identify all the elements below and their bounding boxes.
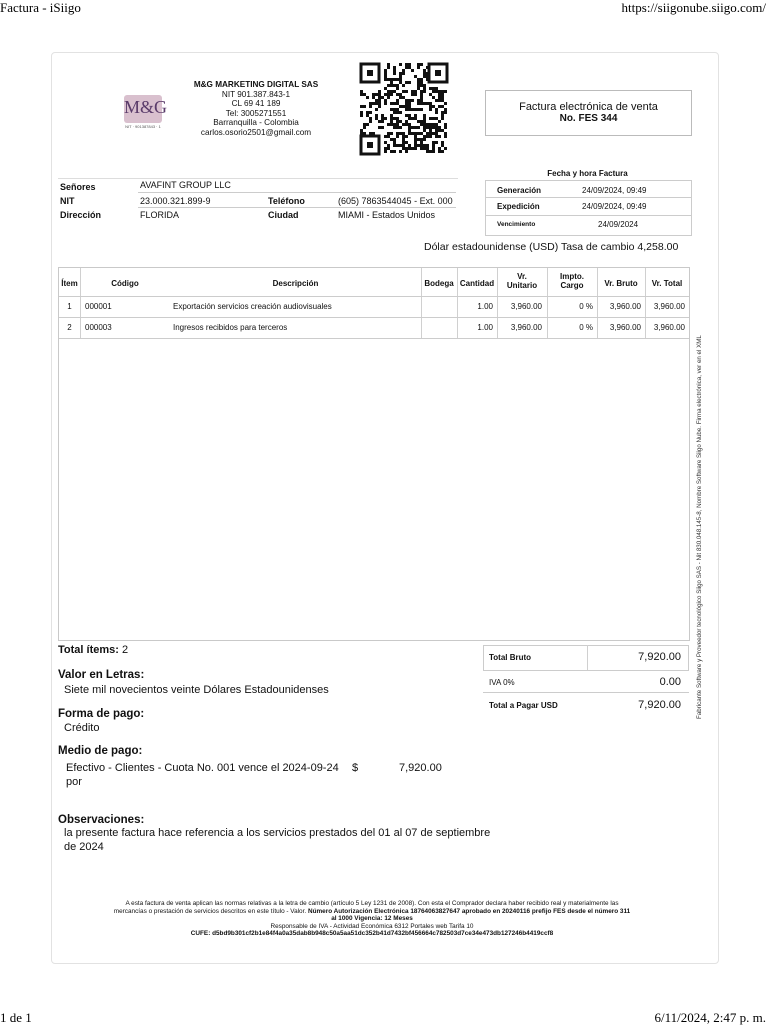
th-vr-total: Vr. Total [651,279,683,288]
totals-divider [483,692,689,693]
dates-divider [485,215,691,216]
totals-divider [587,645,588,670]
cell-vr-total: 3,960.00 [653,323,685,332]
cell-impto: 0 % [579,323,593,332]
cell-item: 2 [67,323,72,332]
observaciones-label: Observaciones: [58,814,145,826]
th-impto-cargo [547,272,597,290]
issuer-address: CL 69 41 189 [231,99,281,109]
dates-divider [485,180,691,181]
th-descripcion: Descripción [272,279,319,288]
cell-vr-total: 3,960.00 [653,302,685,311]
items-table [58,267,690,641]
medio-pago-amount: 7,920.00 [399,762,442,774]
medio-pago-currency: $ [352,762,359,774]
cell-vr-bruto: 3,960.00 [609,302,641,311]
label-telefono: Teléfono [268,196,305,206]
provider-note-text: Fabricante Software y Proveedor tecnológico Siigo SAS - Nit 830.048.145-8, Nombre Software Siigo Nube. Firma electrónica, ver en el XML [696,335,703,719]
valor-letras-value: Siete mil novecientos veinte Dólares Estadounidenses [64,684,329,696]
cell-impto: 0 % [579,302,593,311]
th-bodega: Bodega [424,279,454,288]
th-vr-unitario [497,272,547,290]
th-impto-line2: Cargo [560,281,584,290]
cell-codigo: 000001 [85,302,112,311]
total-items-label: Total ítems: [58,644,119,656]
footer-line1: A esta factura de venta aplican las normas relativas a la letra de cambio (artículo 5 Ley 1231 de 2008). Con esta el Comprador declara haber recibido real y materialmente las [125,900,619,907]
issuer-info [186,80,326,138]
browser-url[interactable]: https://siigonube.siigo.com/ [621,0,766,15]
total-bruto-value: 7,920.00 [638,651,681,663]
table-row [59,318,689,338]
footer-line4: Responsable de IVA - Actividad Económica 6312 Portales web Tarifa 10 [270,922,474,930]
value-ciudad: MIAMI - Estados Unidos [338,210,436,220]
issuer-email: carlos.osorio2501@gmail.com [200,127,312,137]
value-expedicion: 24/09/2024, 09:49 [582,202,647,211]
client-divider [138,207,456,208]
th-vr-unitario-line2: Unitario [506,281,538,290]
invoice-sheet [51,52,719,964]
label-nit: NIT [60,196,75,206]
footer-cufe: CUFE: d5bd9b301cf2b1e84f4a0a35dab8b948c50a5aa51dc352b41d7432bf456664c782503d7ce34e473db127246b4419ccf8 [190,930,554,938]
cell-vr-bruto: 3,960.00 [609,323,641,332]
dates-header: Fecha y hora Factura [547,169,628,178]
totals-box [483,645,689,716]
invoice-title-box [485,90,692,136]
cell-vr-unitario: 3,960.00 [510,323,542,332]
logo-subtext: NIT · 901387843 · 1 [125,124,161,129]
total-pagar-label: Total a Pagar USD [489,701,558,710]
value-generacion: 24/09/2024, 09:49 [582,186,647,195]
cell-descripcion: Exportación servicios creación audiovisuales [173,302,332,311]
logo-text: M&G [124,97,168,117]
label-senores: Señores [60,182,96,192]
table-row [59,297,689,317]
cell-codigo: 000003 [85,323,112,332]
valor-letras-label: Valor en Letras: [58,669,145,681]
client-divider-top [58,178,458,179]
label-generacion: Generación [497,186,542,195]
th-item: Ítem [61,279,78,288]
medio-pago-line1: Efectivo - Clientes - Cuota No. 001 vence el 2024-09-24 [66,762,339,774]
cell-cantidad: 1.00 [477,302,493,311]
th-impto-line1: Impto. [560,272,584,281]
total-items-value: 2 [121,644,129,656]
th-vr-unitario-line1: Vr. [517,272,527,281]
value-direccion: FLORIDA [140,210,180,220]
currency-exchange-rate: Dólar estadounidense (USD) Tasa de cambio 4,258.00 [424,241,679,253]
table-row-divider [59,338,689,339]
observaciones-line2: de 2024 [64,841,104,853]
footer-line2a: mercancías o prestación de servicios descritos en este título - Valor. [113,907,307,915]
issuer-phone: Tel: 3005271551 [225,108,287,118]
observaciones-line1: la presente factura hace referencia a los servicios prestados del 01 al 07 de septiembre [64,827,491,839]
value-senores: AVAFINT GROUP LLC [140,180,231,190]
medio-pago-label: Medio de pago: [58,745,143,757]
issuer-city: Barranquilla - Colombia [213,118,299,128]
browser-title: Factura - iSiigo [0,0,81,15]
label-ciudad: Ciudad [268,210,299,220]
value-vencimiento: 24/09/2024 [598,220,639,229]
th-cantidad: Cantidad [459,279,495,288]
dates-divider [485,197,691,198]
cell-item: 1 [67,302,72,311]
iva-value: 0.00 [659,676,681,688]
vertical-provider-note [692,303,712,723]
invoice-number: No. FES 344 [559,113,618,124]
th-codigo: Código [111,279,139,288]
page-count: 1 de 1 [0,1010,32,1025]
legal-footer [72,900,672,938]
value-nit: 23.000.321.899-9 [140,196,211,206]
print-datetime: 6/11/2024, 2:47 p. m. [654,1010,766,1025]
issuer-name: M&G MARKETING DIGITAL SAS [193,80,319,89]
qr-code [359,62,449,156]
footer-line2 [72,908,672,916]
th-vr-bruto: Vr. Bruto [604,279,638,288]
total-bruto-label: Total Bruto [489,653,532,662]
value-telefono: (605) 7863544045 - Ext. 000 [338,196,453,206]
issuer-nit: NIT 901.387.843-1 [221,89,291,99]
cell-vr-unitario: 3,960.00 [510,302,542,311]
footer-line2b: Número Autorización Electrónica 18764063827647 aprobado en 20240116 prefijo FES desde el número 311 [307,907,631,915]
invoice-type: Factura electrónica de venta [519,101,658,113]
total-items [58,644,128,656]
forma-pago-value: Crédito [64,722,100,734]
forma-pago-label: Forma de pago: [58,708,145,720]
label-direccion: Dirección [60,210,102,220]
iva-label: IVA 0% [489,678,515,687]
total-pagar-value: 7,920.00 [638,699,681,711]
medio-pago-line2: por [66,776,82,788]
client-divider [138,192,456,193]
footer-line3: al 1000 Vigencia: 12 Meses [331,915,413,923]
label-expedicion: Expedición [497,202,540,211]
cell-cantidad: 1.00 [477,323,493,332]
label-vencimiento: Vencimiento [497,221,536,228]
cell-descripcion: Ingresos recibidos para terceros [173,323,288,332]
